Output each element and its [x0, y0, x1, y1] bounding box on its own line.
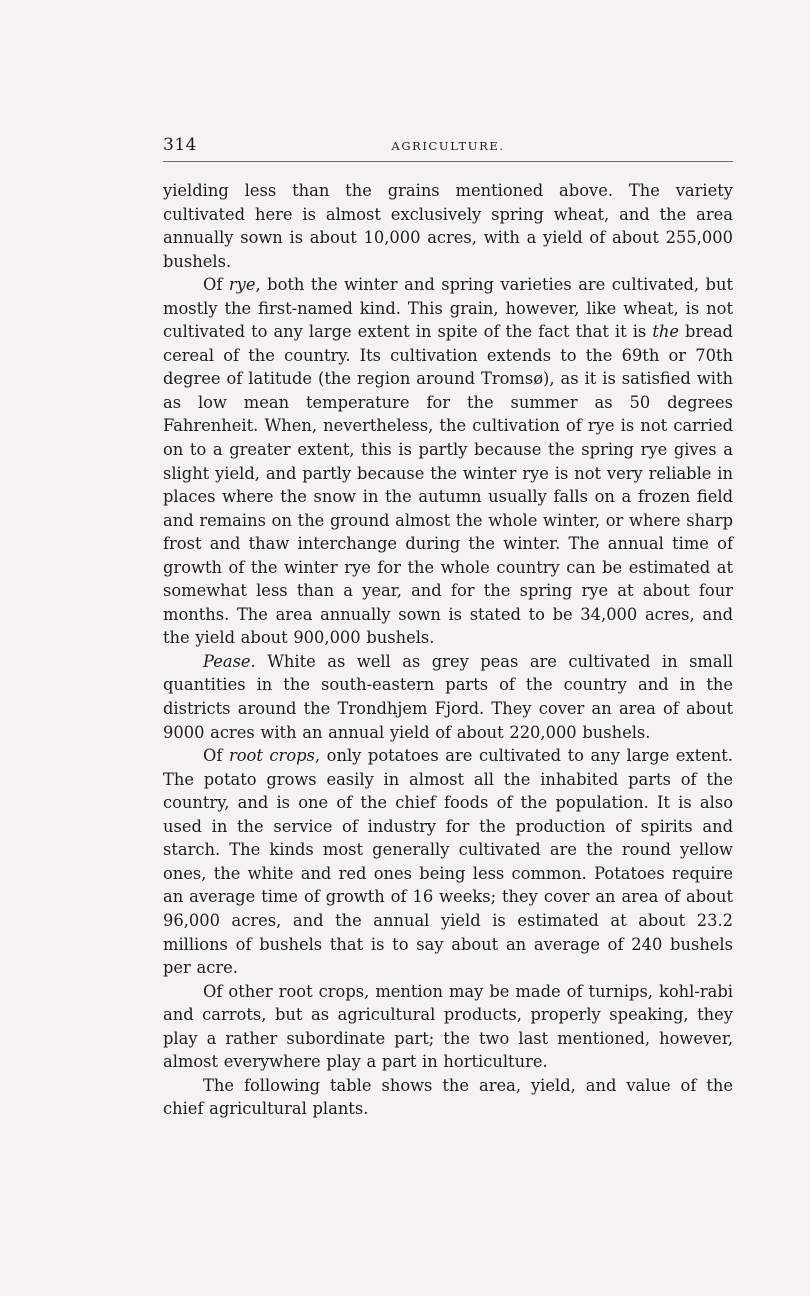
body-text	[163, 179, 733, 1121]
page-number: 314	[163, 135, 197, 155]
paragraph-table-intro: The following table shows the area, yield, and value of the chief agricultural plants.	[163, 1075, 733, 1119]
paragraph-rye: Of rye, both the winter and spring varieties are cultivated, but mostly the first-named kind. This grain, however, like wheat, is not cultivated to any large extent in spite of the fact that it is the bread cereal of the country. Its cultivation extends to the 69th or 70th degree of latitude (the region around Tromsø), as it is satisfied with as low mean temperature for the summer as 50 degrees Fahrenheit. When, nevertheless, the cultivation of rye is not carried on to a greater extent, this is partly because the spring rye gives a slight yield, and partly because the winter rye is not very reliable in places where the snow in the autumn usually falls on a frozen field and remains on the ground almost the whole winter, or where sharp frost and thaw interchange during the winter. The annual time of growth of the winter rye for the whole country can be estimated at somewhat less than a year, and for the spring rye at about four months. The area annually sown is stated to be 34,000 acres, and the yield about 900,000 bushels.	[163, 275, 733, 648]
emphasis-the: the	[652, 322, 679, 342]
paragraph-root-crops: Of root crops, only potatoes are cultivated to any large extent. The potato grows easily in almost all the inhabited parts of the country, and is one of the chief foods of the population. It is also used in the service of industry for the production of spirits and starch. The kinds most generally cultivated are the round yellow ones, the white and red ones being less common. Potatoes require an average time of growth of 16 weeks; they cover an area of about 96,000 acres, and the annual yield is estimated at about 23.2 millions of bushels that is to say about an average of 240 bushels per acre.	[163, 746, 733, 978]
term-pease: Pease.	[203, 651, 256, 671]
term-root-crops: root crops	[228, 746, 315, 766]
paragraph-other-root-crops: Of other root crops, mention may be made of turnips, kohl-rabi and carrots, but as agricultural products, properly speaking, they play a rather subordinate part; the two last mentioned, however, almost everywhere play a part in horticulture.	[163, 981, 733, 1072]
running-head: AGRICULTURE.	[391, 139, 505, 153]
paragraph-wheat-continuation: yielding less than the grains mentioned above. The variety cultivated here is almost exclusively spring wheat, and the area annually sown is about 10,000 acres, with a yield of about 255,000 bushels.	[163, 181, 733, 271]
page-header	[163, 135, 733, 155]
header-rule	[163, 161, 733, 162]
paragraph-pease: Pease. White as well as grey peas are cultivated in small quantities in the south-eastern parts of the country and in the districts around the Trondhjem Fjord. They cover an area of about 9000 acres with an annual yield of about 220,000 bushels.	[163, 651, 733, 742]
term-rye: rye	[228, 275, 256, 295]
